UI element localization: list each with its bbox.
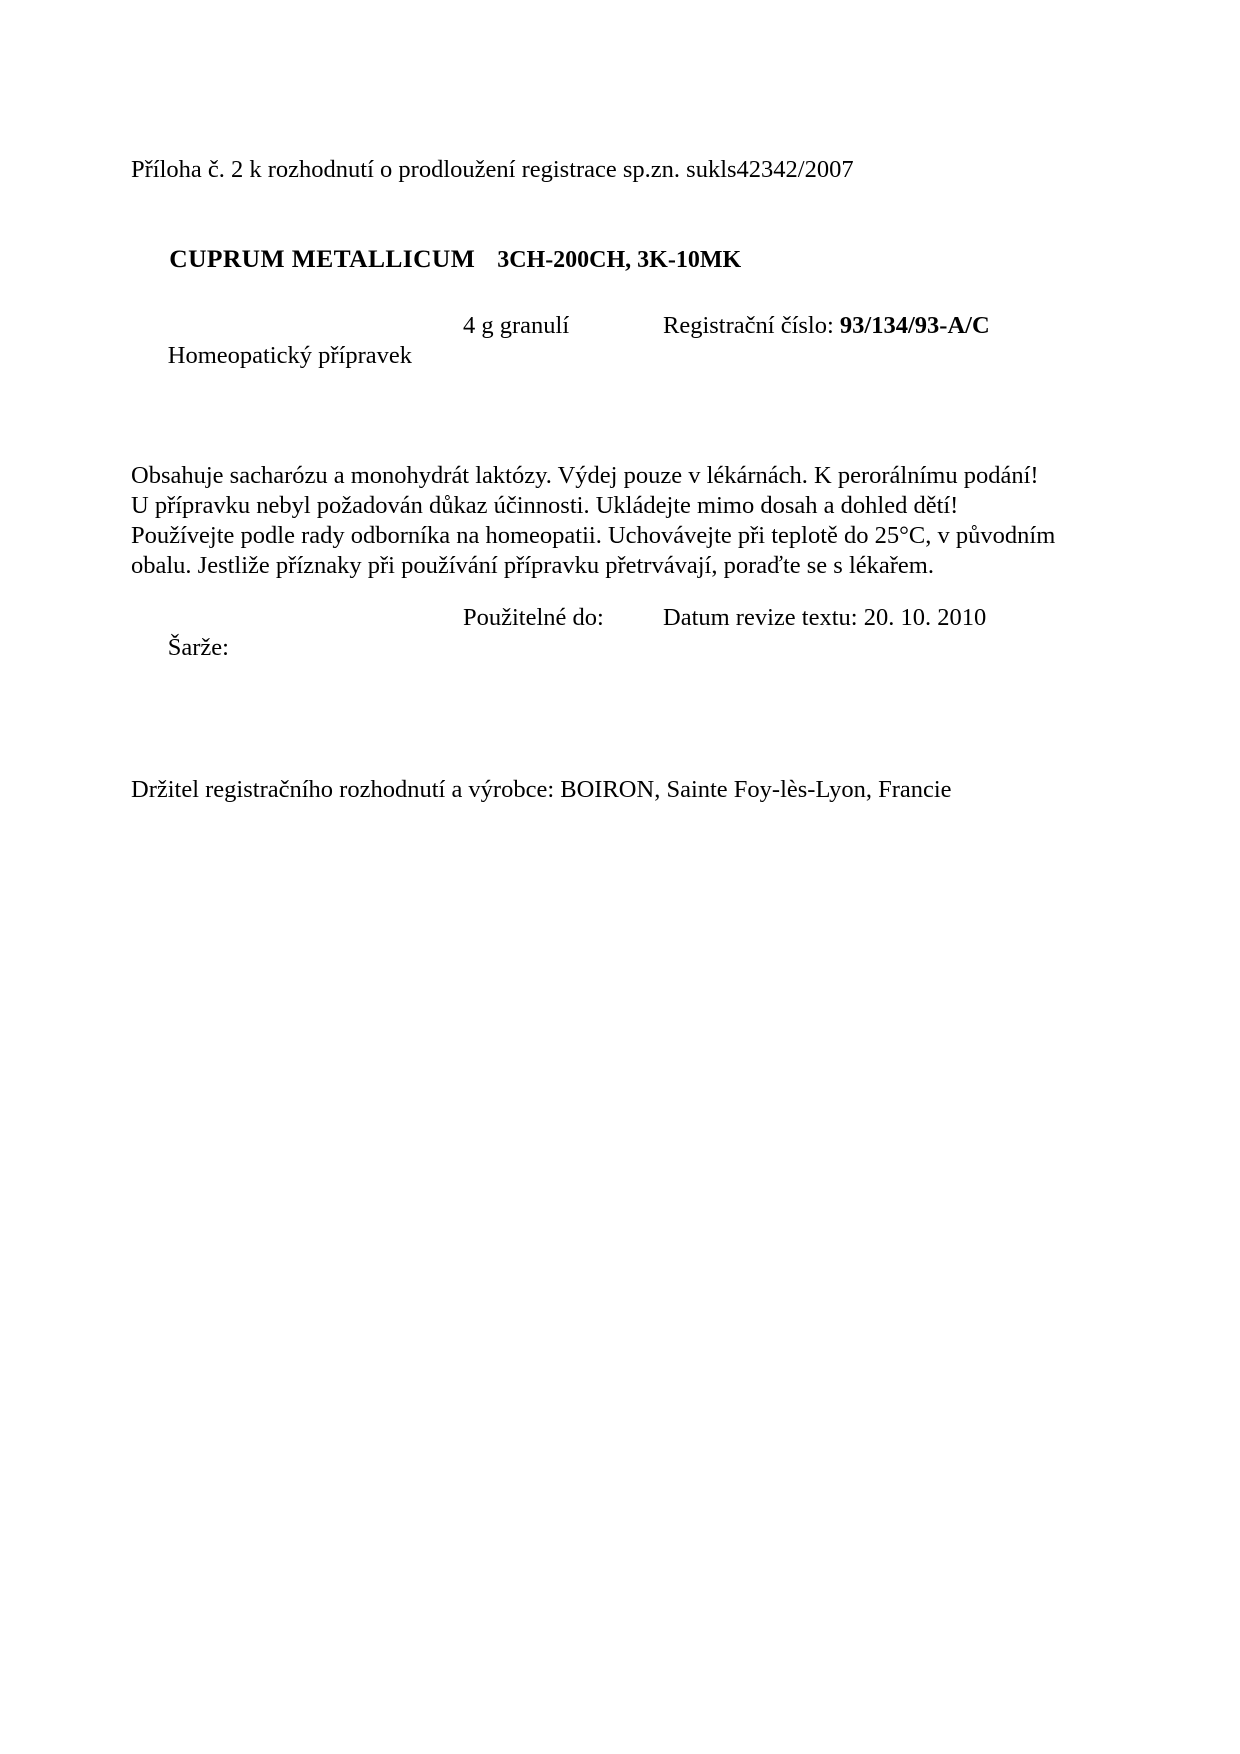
info-line: obalu. Jestliže příznaky při používání přípravku přetrvávají, poraďte se s lékařem. <box>131 552 934 579</box>
info-line: Obsahuje sacharózu a monohydrát laktózy. Výdej pouze v lékárnách. K perorálnímu podání! <box>131 462 1039 489</box>
registration-number: 93/134/93-A/C <box>839 312 990 339</box>
use-by-label: Použitelné do: <box>463 604 604 631</box>
batch-row <box>131 603 1111 753</box>
product-info-row <box>131 311 1111 461</box>
batch-label: Šarže: <box>167 634 229 661</box>
revision-date: 20. 10. 2010 <box>863 604 987 631</box>
product-title <box>131 211 1111 308</box>
product-potency: 3CH-200CH, 3K-10MK <box>497 247 742 273</box>
spacer <box>131 753 1111 775</box>
product-type: Homeopatický přípravek <box>167 342 412 369</box>
revision-label: Datum revize textu: <box>663 604 858 631</box>
regulatory-header: Příloha č. 2 k rozhodnutí o prodloužení registrace sp.zn. sukls42342/2007 <box>131 156 854 183</box>
info-line: U přípravku nebyl požadován důkaz účinnosti. Ukládejte mimo dosah a dohled dětí! <box>131 492 959 519</box>
spacer <box>131 581 1111 603</box>
marketing-authorisation-holder: Držitel registračního rozhodnutí a výrobce: BOIRON, Sainte Foy-lès-Lyon, Francie <box>131 776 952 803</box>
registration-label: Registrační číslo: <box>663 312 834 339</box>
document-content <box>131 155 1111 805</box>
product-information-block <box>131 461 1111 581</box>
product-amount: 4 g granulí <box>463 312 570 339</box>
info-line: Používejte podle rady odborníka na homeopatii. Uchovávejte při teplotě do 25°C, v původním <box>131 522 1056 549</box>
revision-group <box>663 603 986 633</box>
product-name: CUPRUM METALLICUM <box>169 244 476 273</box>
registration-group <box>663 311 990 341</box>
